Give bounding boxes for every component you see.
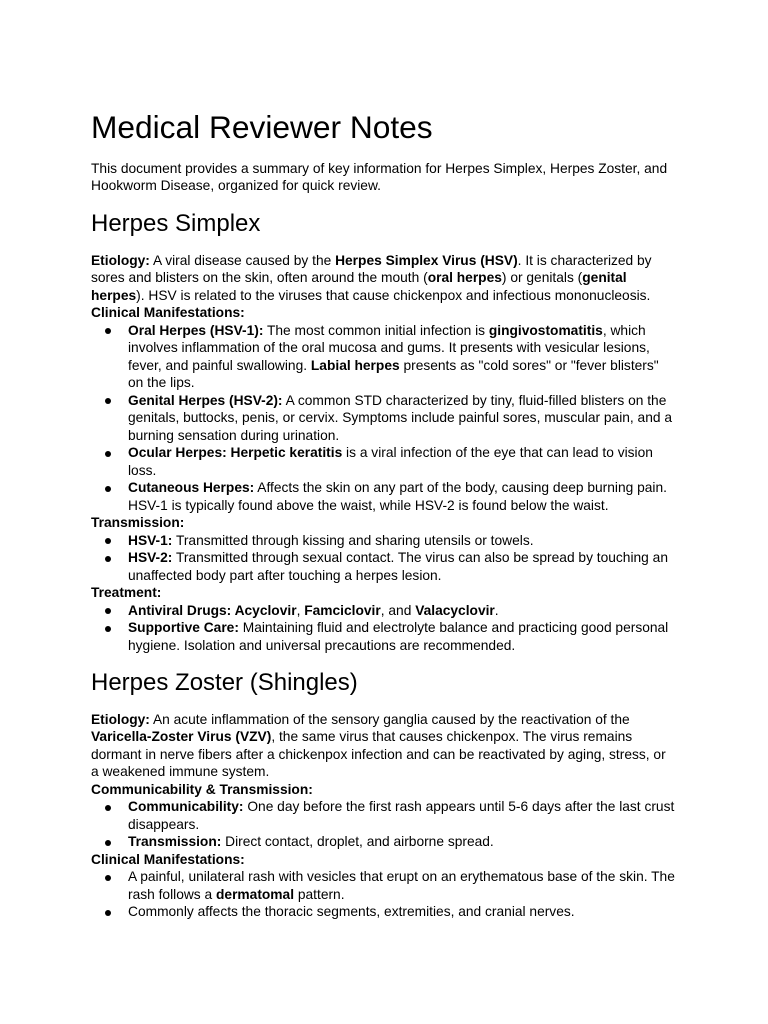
bullet-icon [105, 451, 111, 457]
bold-term: Herpes Simplex Virus (HSV) [335, 252, 518, 268]
clinical-manifestations-label: Clinical Manifestations: [91, 851, 245, 867]
text-run: Direct contact, droplet, and airborne spread. [221, 834, 494, 850]
text-run: The most common initial infection is [263, 322, 489, 338]
text-line [91, 711, 691, 729]
bullet-icon [105, 538, 111, 544]
list-item-text [128, 833, 691, 851]
text-line [128, 816, 691, 834]
bullet-icon [105, 556, 111, 562]
text-line [91, 287, 691, 305]
text-run: . [494, 602, 499, 618]
bold-term: Valacyclovir [415, 602, 495, 618]
bold-term: genital [582, 270, 627, 286]
text-line [128, 567, 691, 585]
text-run: pattern. [294, 886, 345, 902]
text-run: This document provides a summary of key information for Herpes Simplex, Herpes Zoster, and [91, 160, 668, 176]
text-line [128, 357, 691, 375]
text-run: Transmitted through sexual contact. The virus can also be spread by touching an [172, 550, 668, 566]
list-item-text [128, 532, 691, 550]
text-line [91, 269, 691, 287]
bold-term: Genital Herpes (HSV-2): [128, 392, 283, 408]
text-run: A viral disease caused by the [149, 252, 336, 268]
text-run: dormant in nerve fibers after a chickenpox infection and can be reactivated by aging, stress, or [91, 746, 666, 762]
text-line [128, 903, 691, 921]
treatment-label: Treatment: [91, 585, 162, 601]
text-run: fever, and painful swallowing. [128, 357, 311, 373]
bold-term: Labial herpes [310, 357, 400, 373]
text-line [128, 637, 691, 655]
etiology-paragraph [91, 252, 691, 305]
bullet-icon [105, 805, 111, 811]
bullet-icon [105, 840, 111, 846]
text-run: unaffected body part after touching a herpes lesion. [128, 567, 442, 583]
list-item-text [128, 444, 691, 479]
text-run: HSV-1 is typically found above the waist, while HSV-2 is found below the waist. [128, 497, 609, 513]
list-item [91, 903, 691, 921]
bold-term: HSV-2: [128, 550, 173, 566]
bold-term: Transmission: [128, 834, 222, 850]
bold-term: Etiology: [91, 252, 150, 268]
list-item-text [128, 479, 691, 514]
text-line [128, 619, 691, 637]
list-item-text [128, 322, 691, 392]
clinical-manifestations-list [91, 868, 691, 921]
bold-term: Supportive Care: [128, 620, 239, 636]
list-item-text [128, 549, 691, 584]
communicability-transmission-list [91, 798, 691, 851]
text-line [128, 479, 691, 497]
text-line [128, 549, 691, 567]
text-run: Hookworm Disease, organized for quick review. [91, 178, 381, 194]
text-line [91, 160, 691, 178]
list-item [91, 833, 691, 851]
list-item-text [128, 619, 691, 654]
section-heading: Herpes Simplex [91, 210, 261, 238]
bold-term: HSV-1: [128, 532, 173, 548]
text-line [91, 746, 691, 764]
text-run: disappears. [128, 816, 200, 832]
text-run: , which [602, 322, 646, 338]
text-line [91, 728, 691, 746]
text-line [128, 339, 691, 357]
bullet-icon [105, 875, 111, 881]
text-run: involves inflammation of the oral mucosa and gums. It presents with vesicular lesions, [128, 340, 650, 356]
text-line [128, 427, 691, 445]
bullet-icon [105, 608, 111, 614]
text-run: sores and blisters on the skin, often around the mouth ( [91, 270, 428, 286]
text-line [128, 833, 691, 851]
text-line [128, 886, 691, 904]
bold-term: Varicella-Zoster Virus (VZV) [91, 729, 272, 745]
text-run: A painful, unilateral rash with vesicles that erupt on an erythematous base of the skin. The [128, 869, 675, 885]
etiology-paragraph [91, 711, 691, 781]
bullet-icon [105, 486, 111, 492]
text-line [128, 392, 691, 410]
text-run: Transmitted through kissing and sharing utensils or towels. [172, 532, 534, 548]
bold-term: herpes [91, 287, 137, 303]
bullet-icon [105, 328, 111, 334]
list-item [91, 392, 691, 445]
text-line [128, 462, 691, 480]
bullet-icon [105, 398, 111, 404]
text-line [91, 252, 691, 270]
list-item-text [128, 798, 691, 833]
text-line [128, 409, 691, 427]
list-item-text [128, 903, 691, 921]
text-run: burning sensation during urination. [128, 427, 340, 443]
list-item [91, 798, 691, 833]
text-run: An acute inflammation of the sensory ganglia caused by the reactivation of the [149, 711, 630, 727]
text-line [128, 444, 691, 462]
list-item [91, 322, 691, 392]
text-run: ) or genitals ( [501, 270, 583, 286]
section-herpes-simplex [91, 209, 691, 654]
bullet-icon [105, 910, 111, 916]
text-run: on the lips. [128, 375, 195, 391]
text-run: rash follows a [128, 886, 216, 902]
list-item [91, 444, 691, 479]
text-line [128, 497, 691, 515]
text-line [128, 374, 691, 392]
treatment-list [91, 602, 691, 655]
list-item [91, 479, 691, 514]
list-item [91, 549, 691, 584]
clinical-manifestations-label: Clinical Manifestations: [91, 305, 245, 321]
section-heading: Herpes Zoster (Shingles) [91, 669, 358, 697]
text-run: Maintaining fluid and electrolyte balance and practicing good personal [238, 620, 669, 636]
text-line [128, 602, 691, 620]
text-run: ). HSV is related to the viruses that cause chickenpox and infectious mononucleosis. [136, 287, 651, 303]
text-run: hygiene. Isolation and universal precautions are recommended. [128, 637, 516, 653]
document-title: Medical Reviewer Notes [91, 109, 433, 145]
clinical-manifestations-list [91, 322, 691, 515]
communicability-transmission-label: Communicability & Transmission: [91, 781, 313, 797]
list-item [91, 602, 691, 620]
bold-term: Antiviral Drugs: Acyclovir [128, 602, 297, 618]
bold-term: Ocular Herpes: Herpetic keratitis [128, 445, 343, 461]
list-item-text [128, 868, 691, 903]
text-run: a weakened immune system. [91, 764, 270, 780]
text-run: , [296, 602, 305, 618]
document-body [91, 108, 691, 921]
bold-term: gingivostomatitis [488, 322, 603, 338]
text-run: . It is characterized by [517, 252, 652, 268]
bold-term: Oral Herpes (HSV-1): [128, 322, 264, 338]
text-run: Affects the skin on any part of the body, causing deep burning pain. [254, 480, 667, 496]
text-run: loss. [128, 462, 157, 478]
list-item [91, 532, 691, 550]
text-run: , and [380, 602, 416, 618]
transmission-label: Transmission: [91, 515, 185, 531]
text-run: , the same virus that causes chickenpox. The virus remains [271, 729, 633, 745]
section-herpes-zoster [91, 668, 691, 921]
text-line [91, 177, 691, 195]
text-run: One day before the first rash appears until 5-6 days after the last crust [243, 799, 675, 815]
text-run: Commonly affects the thoracic segments, extremities, and cranial nerves. [128, 904, 575, 920]
bold-term: dermatomal [216, 886, 295, 902]
list-item [91, 619, 691, 654]
text-run: presents as "cold sores" or "fever blisters" [399, 357, 659, 373]
text-line [128, 322, 691, 340]
intro-paragraph [91, 160, 691, 195]
bold-term: Famciclovir [304, 602, 381, 618]
text-line [128, 868, 691, 886]
text-line [128, 532, 691, 550]
text-run: genitals, buttocks, penis, or cervix. Symptoms include painful sores, muscular pain, and a [128, 410, 673, 426]
bold-term: oral herpes [427, 270, 502, 286]
bold-term: Communicability: [128, 799, 244, 815]
text-run: A common STD characterized by tiny, fluid-filled blisters on the [282, 392, 667, 408]
text-line [128, 798, 691, 816]
bold-term: Etiology: [91, 711, 150, 727]
list-item [91, 868, 691, 903]
text-line [91, 763, 691, 781]
text-run: is a viral infection of the eye that can lead to vision [342, 445, 653, 461]
bullet-icon [105, 626, 111, 632]
bold-term: Cutaneous Herpes: [128, 480, 255, 496]
list-item-text [128, 392, 691, 445]
list-item-text [128, 602, 691, 620]
transmission-list [91, 532, 691, 585]
